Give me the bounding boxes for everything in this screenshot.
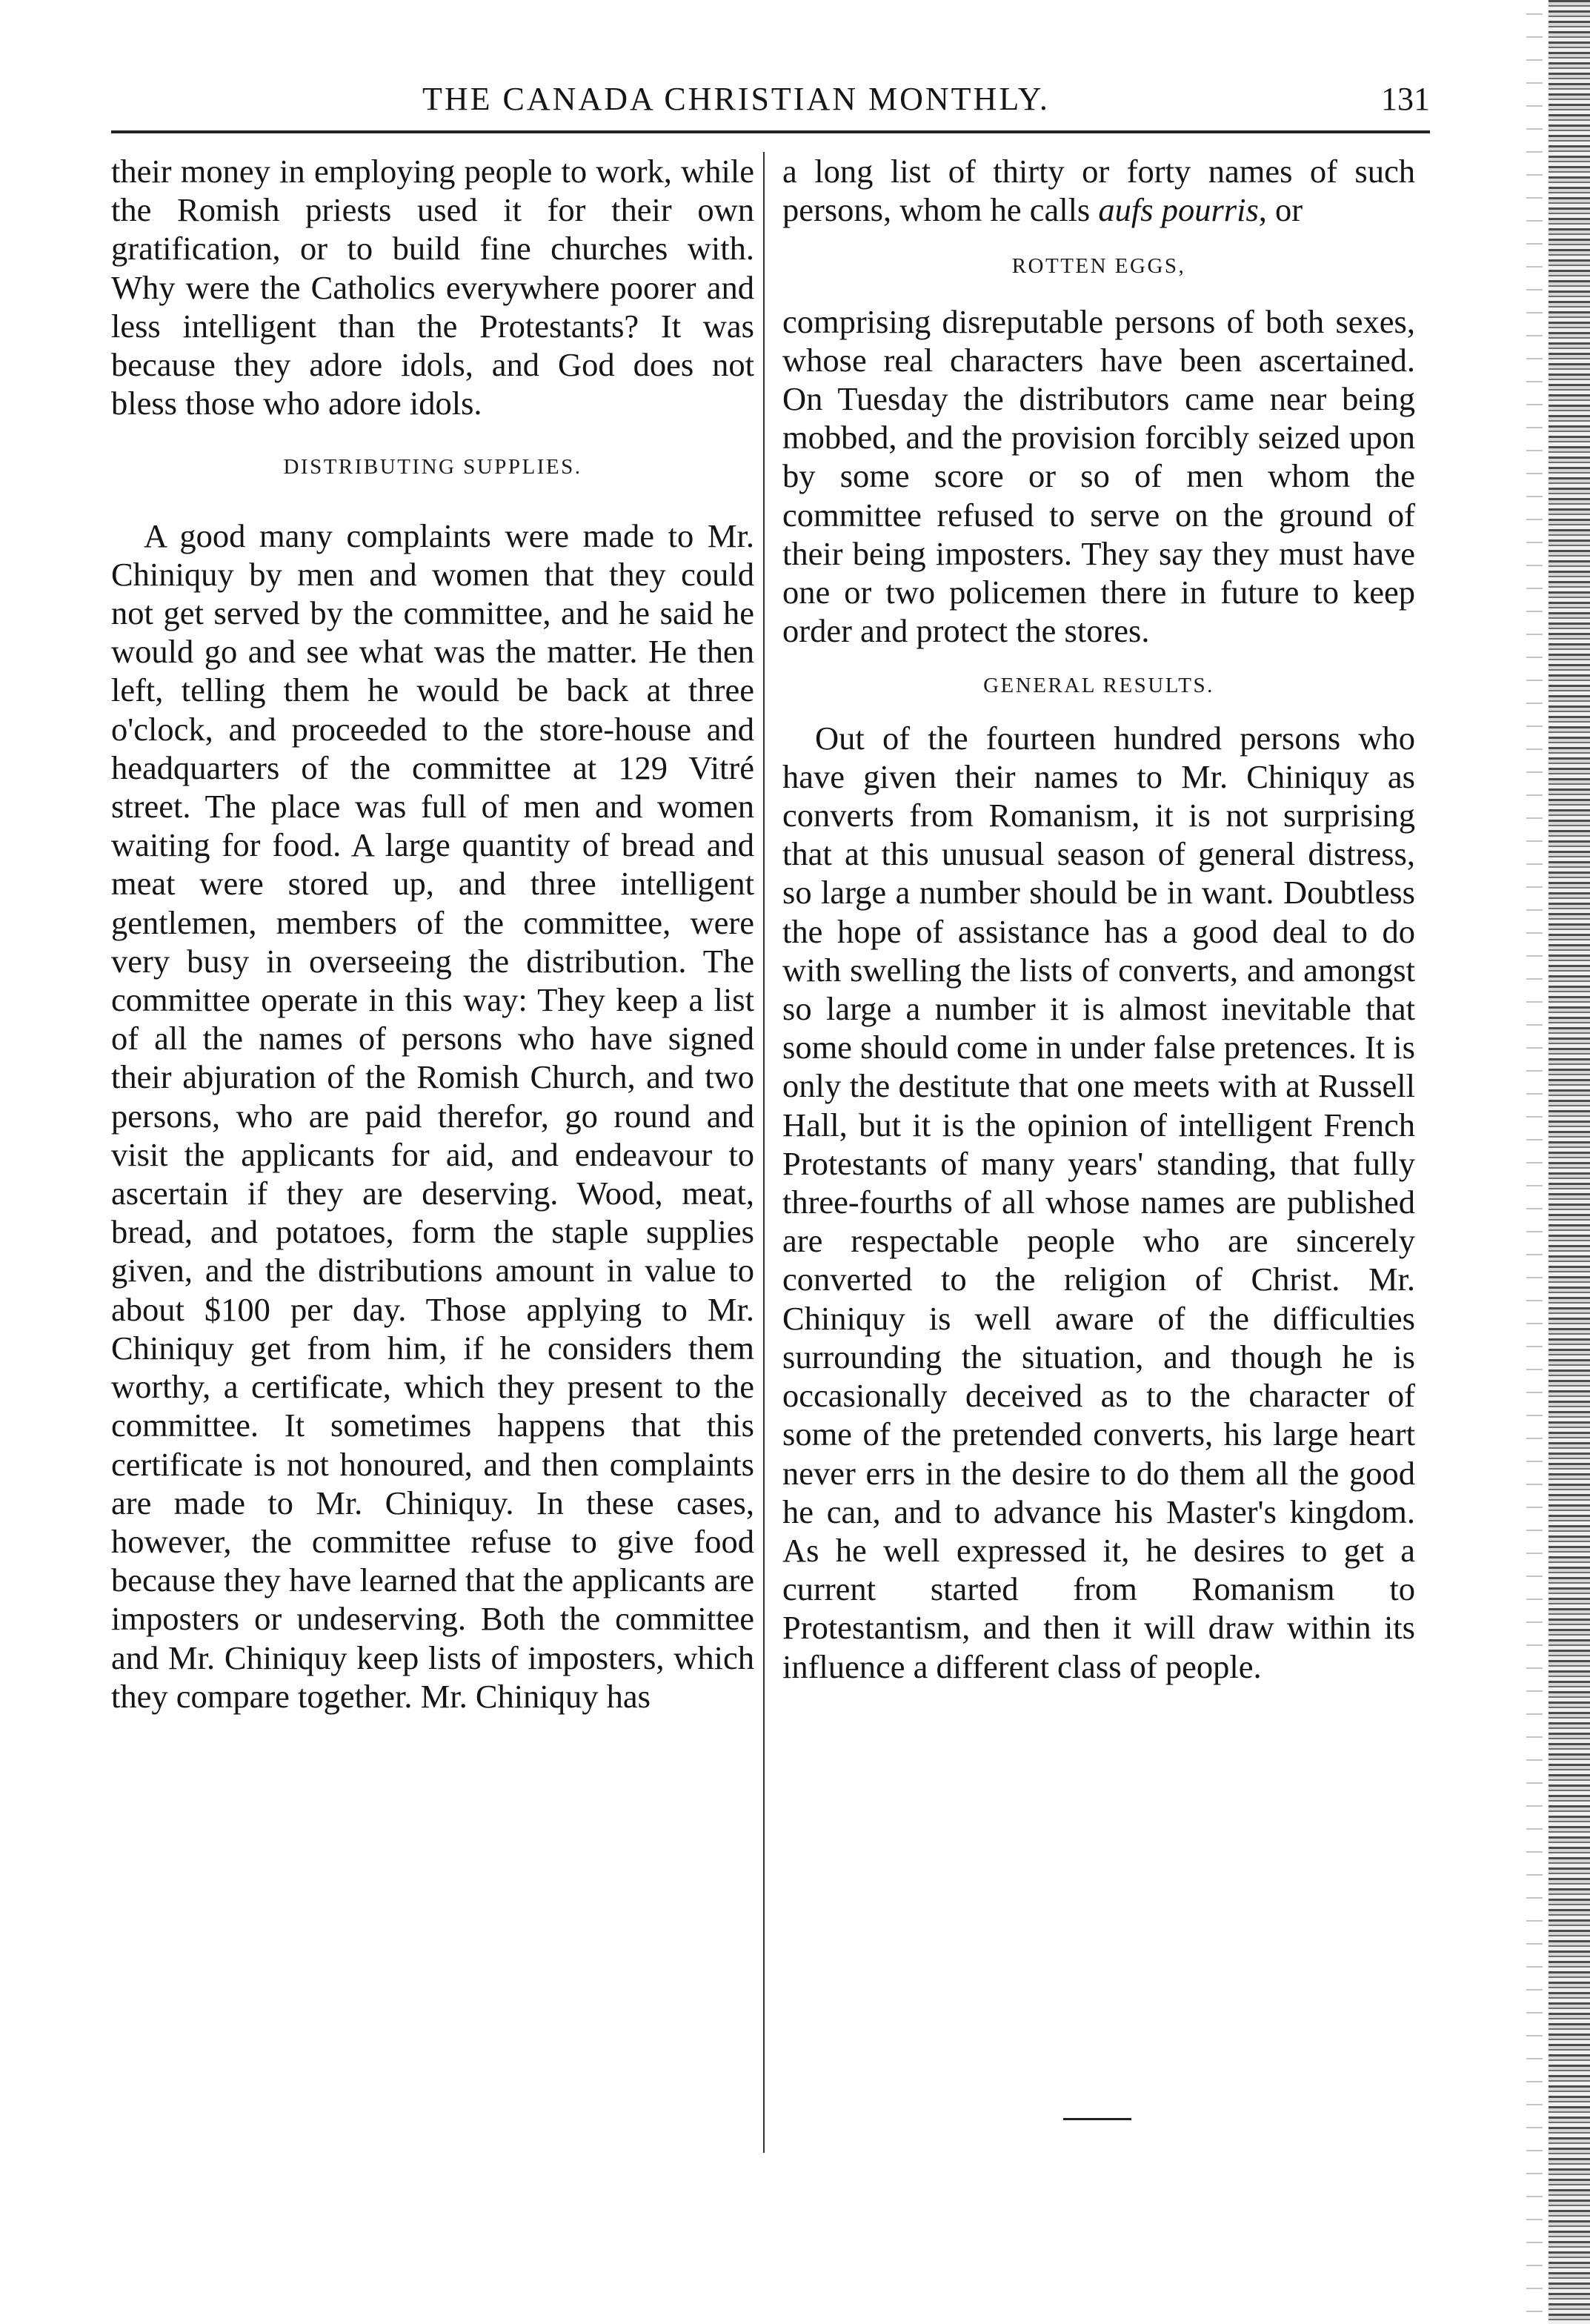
running-header — [111, 80, 1430, 132]
heading-general-results: GENERAL RESULTS. — [983, 674, 1214, 698]
left-paragraph-1: their money in employing people to work, while the Romish priests used it for their own gratification, or to build fine churches with. Why were the Catholics everywhere poorer and less intelligent than the Protestants? It was because they adore idols, and God does not bless those who adore idols. — [111, 153, 754, 422]
heading-distributing-supplies: DISTRIBUTING SUPPLIES. — [283, 455, 582, 479]
column-divider — [763, 152, 765, 2153]
end-rule — [1063, 2118, 1131, 2120]
right-column — [782, 152, 1415, 1686]
right-paragraph-1-start: a long list of thirty or forty names of such persons, whom he calls — [782, 153, 1415, 229]
scan-edge-noise — [1526, 0, 1543, 2324]
right-paragraph-3: Out of the fourteen hundred persons who have given their names to Mr. Chiniquy as converts from Romanism, it is not surprising that at this unusual season of general distress, so large a number should be in want. Doubtless the hope of assistance has a good deal to do with swelling the lists of converts, and amongst so large a number it is almost inevitable that some should come in under false pretences. It is only the destitute that one meets with at Russell Hall, but it is the opinion of intelligent French Protestants of many years' standing, that fully three-fourths of all whose names are published are respectable people who are sincerely converted to the religion of Christ. Mr. Chiniquy is well aware of the difficulties surrounding the situation, and though he is occasionally deceived as to the character of some of the pretended converts, his large heart never errs in the desire to do them all the good he can, and to advance his Master's kingdom. As he well expressed it, he desires to get a current started from Romanism to Protestantism, and then it will draw within its influence a different class of people. — [782, 719, 1415, 1685]
right-paragraph-1 — [782, 152, 1415, 229]
heading-rotten-eggs: ROTTEN EGGS, — [1011, 254, 1186, 279]
page-number: 131 — [1381, 81, 1430, 117]
right-paragraph-2: comprising disreputable persons of both sexes, whose real characters have been ascertained. On Tuesday the distributors came near being mobbed, and the provision forcibly seized upon by some score or so of men whom the committee refused to serve on the ground of their being imposters. They say they must have one or two policemen there in future to keep order and protect the stores. — [782, 302, 1415, 650]
french-phrase: aufs pourris — [1098, 191, 1259, 229]
scan-edge-border — [1549, 0, 1590, 2324]
left-column — [111, 152, 754, 1716]
right-paragraph-1-end: , or — [1258, 191, 1303, 229]
journal-title: THE CANADA CHRISTIAN MONTHLY. — [422, 81, 1050, 117]
header-rule — [111, 130, 1430, 133]
left-paragraph-2: A good many complaints were made to Mr. Chiniquy by men and women that they could not get served by the committee, and he said he would go and see what was the matter. He then left, telling them he would be back at three o'clock, and proceeded to the store-house and headquarters of the committee at 129 Vitré street. The place was full of men and women waiting for food. A large quantity of bread and meat were stored up, and three intelligent gentlemen, members of the committee, were very busy in overseeing the distribution. The committee operate in this way: They keep a list of all the names of persons who have signed their abjuration of the Romish Church, and two persons, who are paid therefor, go round and visit the applicants for aid, and endeavour to ascertain if they are deserving. Wood, meat, bread, and potatoes, form the staple supplies given, and the distributions amount in value to about $100 per day. Those applying to Mr. Chiniquy get from him, if he considers them worthy, a certificate, which they present to the committee. It sometimes happens that this certificate is not honoured, and then complaints are made to Mr. Chiniquy. In these cases, however, the committee refuse to give food because they have learned that the applicants are imposters or undeserving. Both the committee and Mr. Chiniquy keep lists of imposters, which they compare together. Mr. Chiniquy has — [111, 517, 754, 1715]
